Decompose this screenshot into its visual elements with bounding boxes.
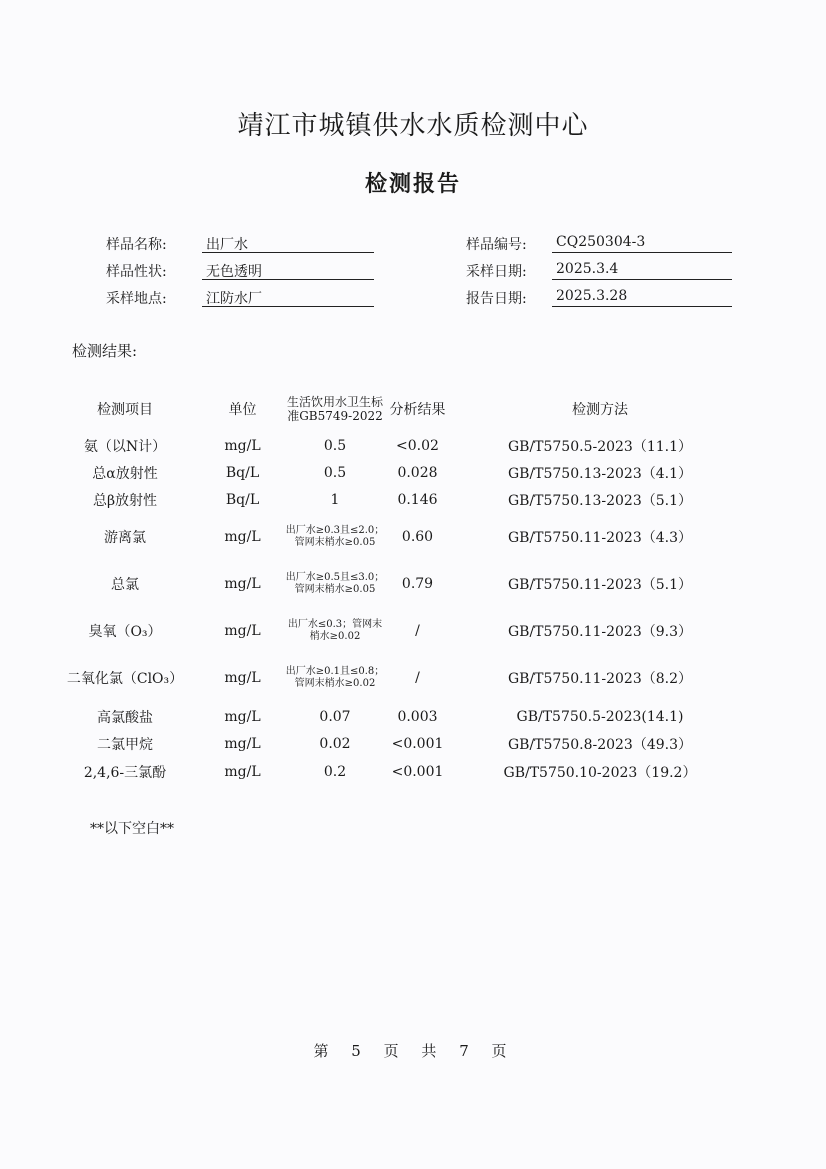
row-standard: 出厂水≤0.3；管网末梢水≥0.02	[287, 619, 383, 642]
row-standard: 0.5	[323, 465, 347, 481]
row-result: 0.003	[397, 709, 438, 725]
header-item: 检测项目	[97, 402, 153, 418]
row-item: 2,4,6-三氯酚	[83, 765, 167, 781]
row-unit: mg/L	[224, 709, 261, 725]
row-standard: 0.07	[319, 709, 351, 725]
table-row	[60, 614, 740, 648]
row-item: 二氧化氯（ClO₃）	[66, 671, 184, 687]
footer-suffix: 页	[491, 1042, 513, 1060]
row-method: GB/T5750.11-2023（5.1）	[507, 577, 693, 593]
report-title: 检测报告	[364, 171, 461, 197]
sample-date-label: 采样日期:	[466, 264, 527, 280]
row-result: /	[415, 623, 420, 639]
row-standard: 1	[330, 492, 340, 508]
row-unit: Bq/L	[225, 492, 260, 508]
sample-state-field	[106, 261, 376, 281]
row-item: 游离氯	[104, 530, 146, 546]
row-result: <0.001	[391, 736, 444, 752]
sample-id-label: 样品编号:	[466, 237, 527, 253]
row-standard: 出厂水≥0.5且≤3.0；管网末梢水≥0.05	[285, 572, 385, 595]
row-unit: mg/L	[224, 670, 261, 686]
report-date-value: 2025.3.28	[552, 288, 732, 307]
row-standard: 出厂水≥0.1且≤0.8；管网末梢水≥0.02	[285, 666, 385, 689]
table-row	[60, 435, 740, 457]
row-unit: Bq/L	[225, 465, 260, 481]
row-result: <0.02	[396, 438, 439, 454]
table-row	[60, 656, 740, 700]
row-standard: 出厂水≥0.3且≤2.0；管网末梢水≥0.05	[285, 525, 385, 548]
sample-state-label: 样品性状:	[106, 264, 167, 280]
sample-name-value: 出厂水	[202, 234, 374, 253]
row-method: GB/T5750.13-2023（4.1）	[507, 466, 693, 482]
table-row	[60, 562, 740, 606]
row-method: GB/T5750.11-2023（9.3）	[507, 624, 693, 640]
row-unit: mg/L	[224, 764, 261, 780]
row-item: 总β放射性	[92, 493, 158, 509]
sample-name-field	[106, 234, 376, 254]
row-method: GB/T5750.5-2023（11.1）	[507, 439, 693, 455]
sample-state-value: 无色透明	[202, 261, 374, 280]
report-date-label: 报告日期:	[466, 291, 527, 307]
sample-location-label: 采样地点:	[106, 291, 167, 307]
row-method: GB/T5750.8-2023（49.3）	[507, 737, 693, 753]
table-row	[60, 489, 740, 511]
row-method: GB/T5750.11-2023（8.2）	[507, 671, 693, 687]
row-unit: mg/L	[224, 438, 261, 454]
row-unit: mg/L	[224, 576, 261, 592]
row-result: 0.146	[397, 492, 438, 508]
footer-total-word: 共	[421, 1042, 443, 1060]
table-row	[60, 462, 740, 484]
row-result: 0.60	[401, 529, 434, 545]
footer-page-number: 5	[351, 1042, 367, 1060]
row-item: 高氯酸盐	[97, 710, 153, 726]
row-item: 二氯甲烷	[97, 737, 153, 753]
report-date-field	[466, 288, 736, 308]
footer-prefix: 第	[313, 1042, 335, 1060]
row-item: 总氯	[111, 577, 139, 593]
row-item: 臭氧（O₃）	[88, 624, 162, 640]
row-method: GB/T5750.11-2023（4.3）	[507, 530, 693, 546]
sample-id-field	[466, 234, 736, 254]
organization-title: 靖江市城镇供水水质检测中心	[237, 111, 589, 141]
sample-date-value: 2025.3.4	[552, 261, 732, 280]
row-item: 总α放射性	[92, 466, 158, 482]
row-method: GB/T5750.13-2023（5.1）	[507, 493, 693, 509]
header-method: 检测方法	[572, 402, 628, 418]
blank-note: **以下空白**	[90, 821, 174, 837]
footer-page-word: 页	[383, 1042, 405, 1060]
header-result: 分析结果	[389, 402, 446, 418]
row-unit: mg/L	[224, 623, 261, 639]
row-result: 0.79	[401, 576, 434, 592]
sample-date-field	[466, 261, 736, 281]
sample-name-label: 样品名称:	[106, 237, 167, 253]
row-standard: 0.5	[323, 438, 347, 454]
header-standard: 生活饮用水卫生标准GB5749-2022	[286, 395, 383, 423]
row-result: 0.028	[397, 465, 438, 481]
table-row	[60, 733, 740, 755]
sample-location-field	[106, 288, 376, 308]
table-row	[60, 761, 740, 783]
table-row	[60, 706, 740, 728]
sample-location-value: 江防水厂	[202, 288, 374, 307]
header-unit: 单位	[228, 402, 257, 418]
row-unit: mg/L	[224, 529, 261, 545]
row-result: /	[415, 670, 420, 686]
results-section-label: 检测结果:	[72, 342, 138, 360]
row-standard: 0.02	[319, 736, 351, 752]
page-footer	[0, 1040, 826, 1061]
row-result: <0.001	[391, 764, 444, 780]
row-unit: mg/L	[224, 736, 261, 752]
row-method: GB/T5750.10-2023（19.2）	[503, 765, 697, 781]
row-standard: 0.2	[323, 764, 347, 780]
results-header-row	[60, 385, 740, 433]
sample-id-value: CQ250304-3	[552, 234, 732, 253]
footer-total-pages: 7	[459, 1042, 475, 1060]
table-row	[60, 515, 740, 559]
row-method: GB/T5750.5-2023(14.1)	[516, 709, 684, 725]
row-item: 氨（以N计）	[83, 439, 167, 455]
